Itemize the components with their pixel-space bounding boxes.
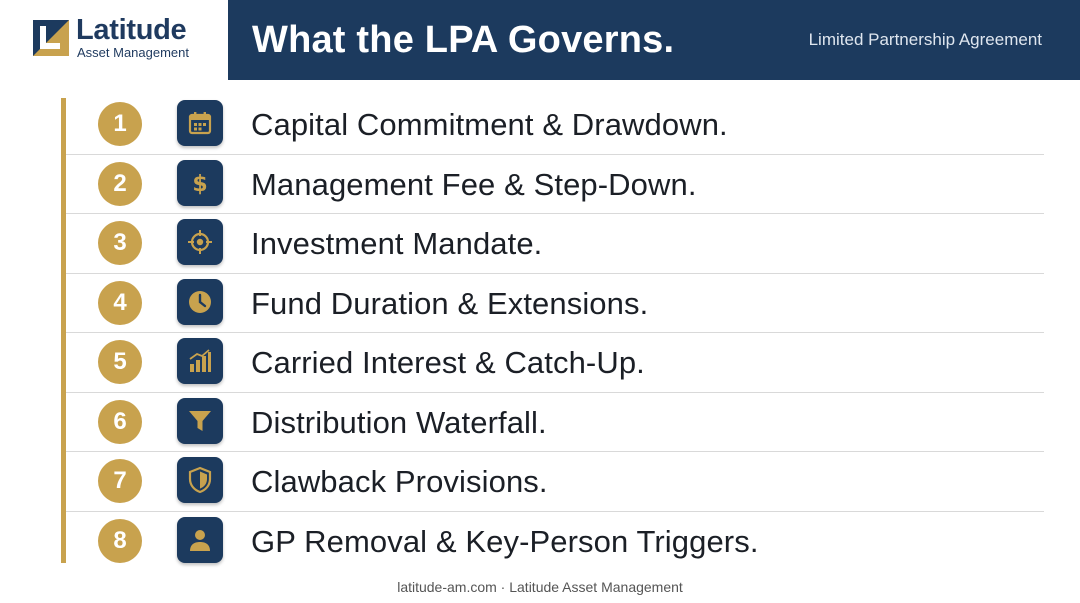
- target-icon: [177, 219, 223, 265]
- item-label: Investment Mandate.: [251, 226, 543, 261]
- item-list: [66, 95, 1044, 570]
- number-badge: 6: [98, 400, 142, 444]
- header-bar: [228, 0, 1080, 80]
- logo: [0, 0, 228, 80]
- item-label: Distribution Waterfall.: [251, 404, 547, 440]
- footer-text: latitude-am.com · Latitude Asset Management: [397, 579, 683, 595]
- list-item: [66, 393, 1044, 453]
- person-icon: [177, 517, 223, 563]
- item-label: Fund Duration & Extensions.: [251, 285, 649, 321]
- list-item: [66, 214, 1044, 274]
- list-item: [66, 155, 1044, 215]
- logo-tagline: Asset Management: [77, 45, 190, 60]
- list-item: [66, 95, 1044, 155]
- number-badge: 4: [98, 281, 142, 325]
- shield-icon: [177, 457, 223, 503]
- number-badge: 5: [98, 340, 142, 384]
- header-subtitle: Limited Partnership Agreement: [808, 30, 1042, 49]
- number-badge: 2: [98, 162, 142, 206]
- list-item: [66, 452, 1044, 512]
- funnel-icon: [177, 398, 223, 444]
- logo-name: Latitude: [76, 14, 187, 46]
- item-label: Clawback Provisions.: [251, 464, 548, 499]
- latitude-logo-icon: [33, 20, 69, 56]
- dollar-icon: [177, 160, 223, 206]
- number-badge: 7: [98, 459, 142, 503]
- item-label: Management Fee & Step-Down.: [251, 166, 697, 202]
- number-badge: 8: [98, 519, 142, 563]
- item-label: GP Removal & Key-Person Triggers.: [251, 523, 759, 559]
- page-title: What the LPA Governs.: [252, 19, 675, 61]
- number-badge: 1: [98, 102, 142, 146]
- list-item: [66, 333, 1044, 393]
- calendar-icon: [177, 100, 223, 146]
- list-item: [66, 274, 1044, 334]
- svg-text:$: $: [192, 171, 208, 197]
- bar-chart-icon: [177, 338, 223, 384]
- list-item: [66, 512, 1044, 571]
- item-label: Carried Interest & Catch-Up.: [251, 345, 645, 380]
- number-badge: 3: [98, 221, 142, 265]
- clock-icon: [177, 279, 223, 325]
- item-label: Capital Commitment & Drawdown.: [251, 107, 728, 142]
